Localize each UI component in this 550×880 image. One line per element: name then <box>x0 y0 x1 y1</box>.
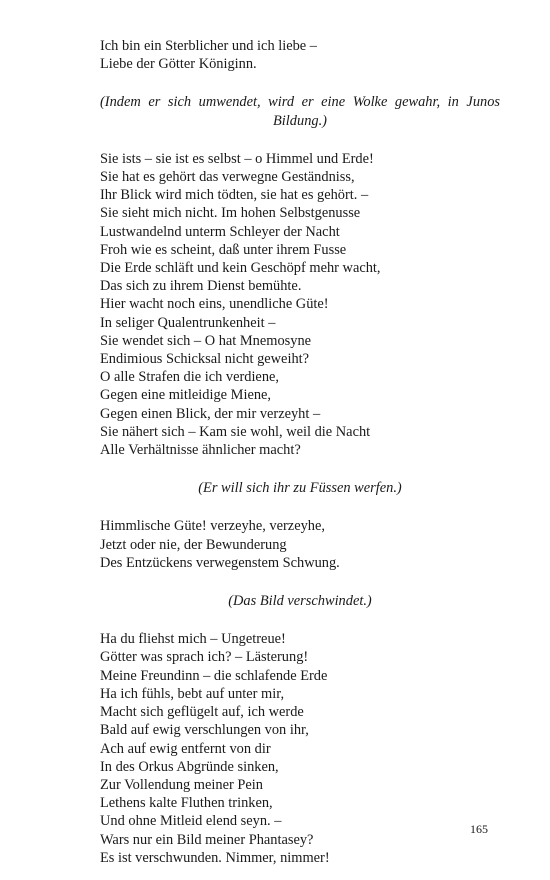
verse-line: Macht sich geflügelt auf, ich werde <box>100 704 304 721</box>
verse-line: Lethens kalte Fluthen trinken, <box>100 795 273 812</box>
verse-line: Des Entzückens verwegenstem Schwung. <box>100 554 340 571</box>
verse-line: Sie ists – sie ist es selbst – o Himmel und Erde! <box>100 150 374 167</box>
verse-line: Alle Verhältnisse ähnlicher macht? <box>100 442 301 459</box>
page-body <box>100 37 500 867</box>
verse-line: Ich bin ein Sterblicher und ich liebe – <box>100 38 317 54</box>
stage-direction-1: (Indem er sich umwendet, wird er eine Wolke gewahr, in Junos Bildung.) <box>100 94 500 129</box>
verse-line: Ha ich fühls, bebt auf unter mir, <box>100 685 285 702</box>
stanza-1 <box>100 37 500 73</box>
stanza-3 <box>100 517 500 572</box>
verse-line: Sie hat es gehört das verwegne Geständniss, <box>100 169 355 186</box>
verse-line: Gegen eine mitleidige Miene, <box>100 387 272 404</box>
stanza-4 <box>100 630 500 867</box>
verse-line: Meine Freundinn – die schlafende Erde <box>100 667 328 684</box>
verse-line: Endimious Schicksal nicht geweiht? <box>100 351 310 368</box>
verse-line: Sie wendet sich – O hat Mnemosyne <box>100 332 312 349</box>
stanza-2 <box>100 150 500 459</box>
verse-line: Sie nähert sich – Kam sie wohl, weil die Nacht <box>100 423 371 440</box>
stage-direction-2: (Er will sich ihr zu Füssen werfen.) <box>198 480 402 497</box>
verse-line: Liebe der Götter Königinn. <box>100 56 257 73</box>
verse-line: Und ohne Mitleid elend seyn. – <box>100 813 282 830</box>
verse-line: Jetzt oder nie, der Bewunderung <box>100 536 287 553</box>
verse-line: Das sich zu ihrem Dienst bemühte. <box>100 278 302 295</box>
verse-line: In des Orkus Abgründe sinken, <box>100 758 279 775</box>
verse-line: Wars nur ein Bild meiner Phantasey? <box>100 831 314 848</box>
verse-line: Die Erde schläft und kein Geschöpf mehr wacht, <box>100 260 381 277</box>
verse-line: Ach auf ewig entfernt von dir <box>100 740 271 757</box>
verse-line: Bald auf ewig verschlungen von ihr, <box>100 722 309 739</box>
stage-direction-3: (Das Bild verschwindet.) <box>228 593 372 610</box>
verse-line: Himmlische Güte! verzeyhe, verzeyhe, <box>100 518 325 535</box>
verse-line: Es ist verschwunden. Nimmer, nimmer! <box>100 849 330 866</box>
verse-line: Gegen einen Blick, der mir verzeyht – <box>100 405 321 422</box>
verse-line: Ha du fliehst mich – Ungetreue! <box>100 631 286 648</box>
verse-line: Ihr Blick wird mich tödten, sie hat es gehört. – <box>100 187 369 204</box>
verse-line: Froh wie es scheint, daß unter ihrem Fusse <box>100 241 347 258</box>
page-number: 165 <box>470 822 488 836</box>
verse-line: Hier wacht noch eins, unendliche Güte! <box>100 296 329 313</box>
verse-line: O alle Strafen die ich verdiene, <box>100 369 280 386</box>
verse-line: Götter was sprach ich? – Lästerung! <box>100 649 309 666</box>
verse-line: Sie sieht mich nicht. Im hohen Selbstgenusse <box>100 205 361 222</box>
verse-line: In seliger Qualentrunkenheit – <box>100 314 276 331</box>
verse-line: Lustwandelnd unterm Schleyer der Nacht <box>100 223 340 240</box>
verse-line: Zur Vollendung meiner Pein <box>100 776 263 793</box>
